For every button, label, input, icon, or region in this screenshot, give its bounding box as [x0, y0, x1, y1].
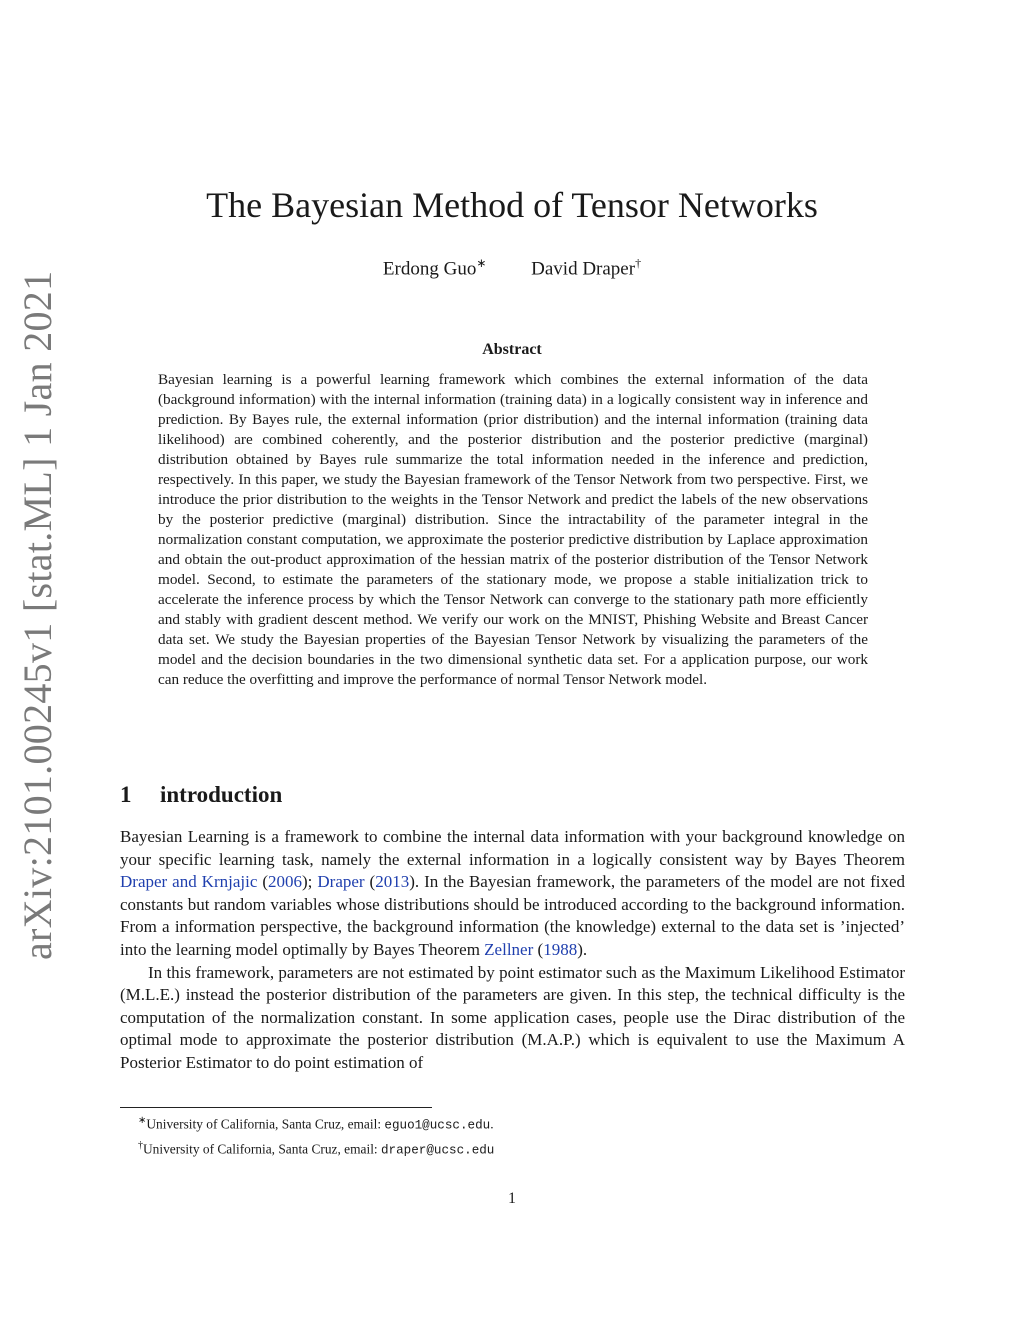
author-footnote-mark: †: [635, 256, 642, 270]
citation-link[interactable]: Zellner: [484, 939, 534, 959]
citation-link[interactable]: Draper: [317, 872, 365, 892]
footnotes: [138, 1111, 898, 1161]
section-title: introduction: [160, 782, 283, 807]
footnote-mark: ∗: [138, 1115, 147, 1126]
paragraph: In this framework, parameters are not estimated by point estimator such as the Maximum Likelihood Estimator (M.L.E.) instead the posterior distribution of the parameters are given. In this step, the technical difficulty is the computation of the normalization constant. In some application cases, people use the Dirac distribution of the optimal mode to approximate the posterior distribution (M.A.P.) which is equivalent to use the Maximum A Posterior Estimator to do point estimation of: [120, 962, 905, 1072]
abstract-heading: Abstract: [482, 341, 542, 358]
footnote-text: University of California, Santa Cruz, email:: [143, 1141, 381, 1157]
arxiv-identifier-stamp: arXiv:2101.00245v1 [stat.ML] 1 Jan 2021: [15, 270, 60, 960]
citation-year-link[interactable]: 1988: [543, 939, 578, 959]
footnote: [138, 1136, 898, 1161]
footnote-end: .: [490, 1116, 494, 1132]
footnote-email: draper@ucsc.edu: [381, 1143, 495, 1158]
author-guo: [383, 250, 486, 282]
author-list: [0, 250, 1024, 282]
footnote: [138, 1111, 898, 1136]
footnote-text: University of California, Santa Cruz, email:: [146, 1116, 385, 1132]
footnote-mark: †: [138, 1139, 143, 1151]
section-number: 1: [120, 782, 132, 807]
abstract-text: Bayesian learning is a powerful learning framework which combines the external information of the data (background information) with the internal information (training data) in a logically consistent way in inference and prediction. By Bayes rule, the external information (prior distribution) and the internal information (training data likelihood) are combined coherently, and the posterior distribution and the posterior predictive (marginal) distribution obtained by Bayes rule summarize the total information needed in the inference and prediction, respectively. In this paper, we study the Bayesian framework of the Tensor Network from two perspective. First, we introduce the prior distribution to the weights in the Tensor Network and predict the labels of the new observations by the posterior predictive (marginal) distribution. Since the intractability of the parameter integral in the normalization constant computation, we approximate the posterior predictive distribution by Laplace approximation and obtain the out-product approximation of the hessian matrix of the posterior distribution of the Tensor Network model. Second, to estimate the parameters of the stationary mode, we propose a stable initialization trick to accelerate the inference process by which the Tensor Network can converge to the stationary path more efficiently and stably with gradient descent method. We verify our work on the MNIST, Phishing Website and Breast Cancer data set. We study the Bayesian properties of the Bayesian Tensor Network by visualizing the parameters of the model and the decision boundaries in the two dimensional synthetic data set. For a application purpose, our work can reduce the overfitting and improve the performance of normal Tensor Network model.: [158, 371, 868, 688]
author-name: Erdong Guo: [382, 258, 477, 280]
citation-year-link[interactable]: 2013: [375, 872, 410, 892]
paragraph: Bayesian Learning is a framework to combine the internal data information with your background knowledge on your specific learning task, namely the external information in a logically consistent way by Bayes Theorem Draper and Krnjajic (2006); Draper (2013). In the Bayesian framework, the parameters of the model are not fixed constants but random variables whose distributions should be introduced according to the background information. From a information perspective, the background information (the knowledge) external to the data set is ’injected’ into the learning model optimally by Bayes Theorem Zellner (1988).: [120, 827, 905, 959]
introduction-body: [120, 826, 905, 1075]
paragraph-text: Bayesian Learning is a framework to combine the internal data information with your background knowledge on your specific learning task, namely the external information in a logically consistent way by Bayes Theorem: [120, 827, 905, 869]
footnote-divider: [120, 1107, 432, 1108]
citation-year-link[interactable]: 2006: [268, 872, 303, 892]
author-draper: [531, 250, 641, 282]
section-heading: [120, 780, 282, 810]
paragraph-text: ).: [577, 939, 588, 959]
footnote-email: eguo1@ucsc.edu: [384, 1118, 491, 1133]
paper-title: The Bayesian Method of Tensor Networks: [206, 185, 818, 225]
author-footnote-mark: ∗: [476, 256, 487, 270]
author-name: David Draper: [531, 258, 636, 280]
citation-link[interactable]: Draper and Krnjajic: [120, 872, 258, 892]
paragraph-text: ). In the Bayesian framework, the parameters of the model are not fixed constants but random variables whose distributions should be introduced according to the background information. From a information perspective, the background information (the knowledge) external to the data set is ’injected’ into the learning model optimally by Bayes Theorem: [120, 872, 905, 959]
page-number: 1: [508, 1190, 516, 1207]
